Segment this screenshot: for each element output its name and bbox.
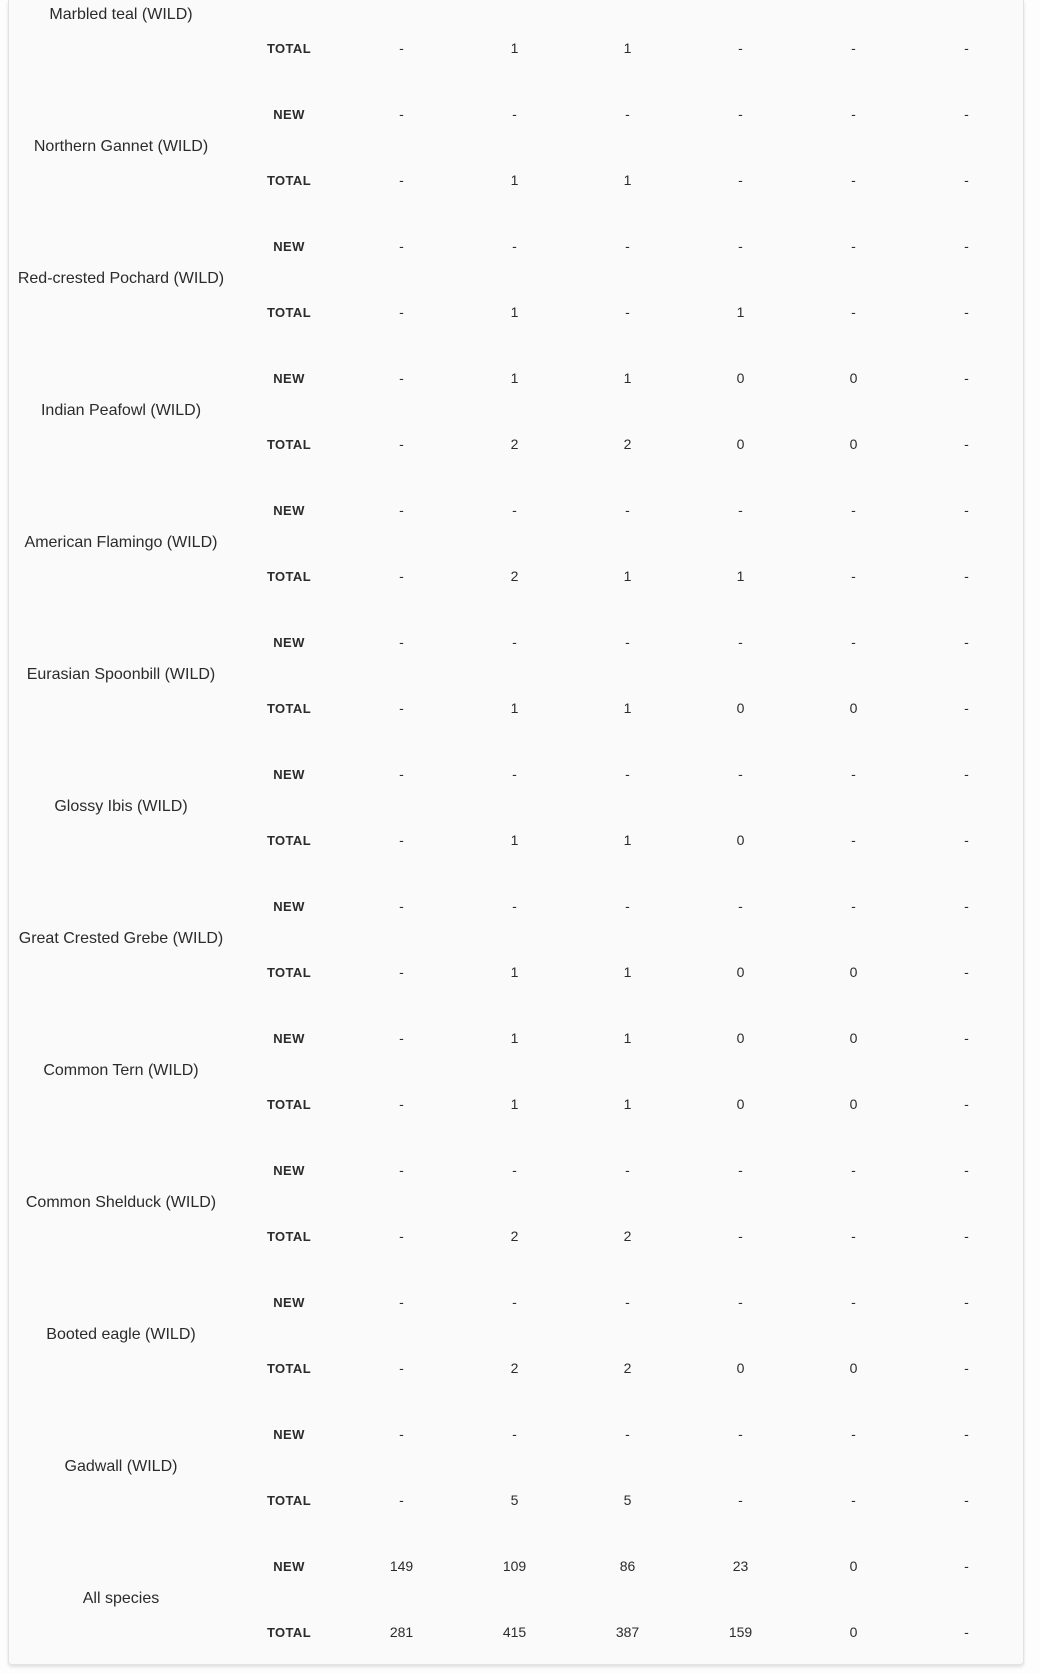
- value-cell: -: [964, 436, 969, 452]
- value-cell: 2: [510, 568, 519, 584]
- value-cell: -: [399, 106, 404, 122]
- row-label-new: NEW: [273, 502, 305, 518]
- row-label-new: NEW: [273, 1294, 305, 1310]
- value-cell: 1: [623, 40, 632, 56]
- value-cell: 0: [849, 1360, 858, 1376]
- value-cell: 0: [736, 370, 745, 386]
- value-cell: -: [964, 1492, 969, 1508]
- row-label-new: NEW: [273, 106, 305, 122]
- value-cell: -: [851, 502, 856, 518]
- value-cell: 1: [623, 1096, 632, 1112]
- value-cell: 281: [389, 1624, 414, 1640]
- value-cell: -: [625, 502, 630, 518]
- species-block: [9, 609, 1023, 741]
- value-cell: 1: [510, 172, 519, 188]
- species-block: [9, 1269, 1023, 1401]
- species-name: Northern Gannet (WILD): [33, 138, 209, 155]
- value-cell: -: [851, 238, 856, 254]
- value-cell: 2: [510, 1360, 519, 1376]
- value-cell: -: [851, 106, 856, 122]
- value-cell: -: [399, 304, 404, 320]
- value-cell: -: [738, 172, 743, 188]
- value-cell: -: [851, 172, 856, 188]
- value-cell: 1: [623, 172, 632, 188]
- species-table: [9, 0, 1023, 1664]
- value-cell: -: [399, 1492, 404, 1508]
- value-cell: 415: [502, 1624, 527, 1640]
- value-cell: -: [851, 568, 856, 584]
- row-label-new: NEW: [273, 1426, 305, 1442]
- value-cell: -: [851, 1294, 856, 1310]
- species-name: Booted eagle (WILD): [46, 1326, 196, 1343]
- value-cell: -: [851, 1492, 856, 1508]
- value-cell: 1: [510, 1096, 519, 1112]
- value-cell: 0: [736, 964, 745, 980]
- value-cell: -: [399, 832, 404, 848]
- value-cell: 1: [623, 370, 632, 386]
- value-cell: 1: [510, 304, 519, 320]
- species-block: [9, 345, 1023, 477]
- value-cell: -: [625, 106, 630, 122]
- value-cell: -: [964, 370, 969, 386]
- value-cell: -: [964, 502, 969, 518]
- value-cell: -: [738, 1162, 743, 1178]
- value-cell: -: [512, 106, 517, 122]
- value-cell: -: [625, 1426, 630, 1442]
- value-cell: -: [851, 40, 856, 56]
- species-block: [9, 1005, 1023, 1137]
- value-cell: 0: [849, 964, 858, 980]
- row-label-new: NEW: [273, 766, 305, 782]
- species-name: Indian Peafowl (WILD): [40, 402, 202, 419]
- value-cell: -: [625, 1294, 630, 1310]
- value-cell: -: [399, 568, 404, 584]
- value-cell: -: [738, 766, 743, 782]
- value-cell: -: [399, 370, 404, 386]
- value-cell: 149: [389, 1558, 414, 1574]
- value-cell: -: [851, 898, 856, 914]
- row-label-new: NEW: [273, 238, 305, 254]
- value-cell: -: [399, 964, 404, 980]
- value-cell: -: [964, 634, 969, 650]
- value-cell: -: [738, 1492, 743, 1508]
- value-cell: -: [399, 436, 404, 452]
- value-cell: -: [625, 766, 630, 782]
- value-cell: -: [512, 766, 517, 782]
- species-block: [9, 1401, 1023, 1533]
- value-cell: -: [625, 238, 630, 254]
- value-cell: -: [399, 1426, 404, 1442]
- value-cell: 0: [849, 1624, 858, 1640]
- value-cell: -: [399, 634, 404, 650]
- value-cell: 0: [736, 436, 745, 452]
- value-cell: 0: [736, 1360, 745, 1376]
- value-cell: 1: [510, 1030, 519, 1046]
- species-report-card: [8, 0, 1024, 1665]
- value-cell: 2: [623, 436, 632, 452]
- row-label-new: NEW: [273, 898, 305, 914]
- value-cell: -: [964, 832, 969, 848]
- value-cell: 1: [623, 568, 632, 584]
- species-name: Common Tern (WILD): [43, 1062, 199, 1079]
- value-cell: -: [964, 238, 969, 254]
- value-cell: -: [625, 634, 630, 650]
- value-cell: 5: [510, 1492, 519, 1508]
- row-label-total: TOTAL: [266, 700, 312, 716]
- value-cell: 0: [849, 370, 858, 386]
- value-cell: 86: [619, 1558, 636, 1574]
- species-table-scroll-area[interactable]: [9, 0, 1023, 1664]
- value-cell: 5: [623, 1492, 632, 1508]
- value-cell: -: [964, 700, 969, 716]
- value-cell: 1: [623, 832, 632, 848]
- value-cell: 159: [728, 1624, 753, 1640]
- value-cell: 0: [849, 1096, 858, 1112]
- value-cell: -: [399, 898, 404, 914]
- value-cell: -: [964, 1624, 969, 1640]
- value-cell: -: [738, 40, 743, 56]
- value-cell: 0: [736, 832, 745, 848]
- value-cell: -: [964, 1096, 969, 1112]
- row-label-total: TOTAL: [266, 172, 312, 188]
- value-cell: 0: [736, 700, 745, 716]
- value-cell: -: [399, 1228, 404, 1244]
- species-name: Glossy Ibis (WILD): [54, 798, 188, 815]
- value-cell: -: [512, 634, 517, 650]
- value-cell: -: [964, 1360, 969, 1376]
- species-block: [9, 81, 1023, 213]
- value-cell: 1: [510, 700, 519, 716]
- row-label-total: TOTAL: [266, 1492, 312, 1508]
- value-cell: 2: [510, 436, 519, 452]
- row-label-total: TOTAL: [266, 964, 312, 980]
- species-block: [9, 0, 1023, 81]
- row-label-total: TOTAL: [266, 1096, 312, 1112]
- value-cell: -: [512, 1294, 517, 1310]
- value-cell: 23: [732, 1558, 749, 1574]
- value-cell: -: [512, 1426, 517, 1442]
- species-block: [9, 477, 1023, 609]
- value-cell: 387: [615, 1624, 640, 1640]
- value-cell: -: [399, 700, 404, 716]
- value-cell: -: [399, 1096, 404, 1112]
- value-cell: 0: [849, 436, 858, 452]
- row-label-total: TOTAL: [266, 304, 312, 320]
- value-cell: -: [399, 1294, 404, 1310]
- value-cell: 1: [736, 304, 745, 320]
- value-cell: -: [964, 1558, 969, 1574]
- value-cell: -: [399, 172, 404, 188]
- species-name: American Flamingo (WILD): [24, 534, 218, 551]
- species-name: Common Shelduck (WILD): [25, 1194, 217, 1211]
- value-cell: -: [399, 238, 404, 254]
- species-block: [9, 741, 1023, 873]
- value-cell: 2: [623, 1228, 632, 1244]
- value-cell: -: [399, 1162, 404, 1178]
- value-cell: -: [851, 1426, 856, 1442]
- row-label-total: TOTAL: [266, 436, 312, 452]
- species-name: Great Crested Grebe (WILD): [18, 930, 224, 947]
- value-cell: -: [738, 1294, 743, 1310]
- value-cell: -: [738, 1426, 743, 1442]
- value-cell: 2: [623, 1360, 632, 1376]
- value-cell: -: [512, 502, 517, 518]
- value-cell: 0: [736, 1096, 745, 1112]
- species-name: Marbled teal (WILD): [49, 6, 193, 23]
- value-cell: -: [964, 1294, 969, 1310]
- row-label-total: TOTAL: [266, 1624, 312, 1640]
- value-cell: -: [851, 1228, 856, 1244]
- value-cell: 109: [502, 1558, 527, 1574]
- row-label-new: NEW: [273, 634, 305, 650]
- value-cell: -: [738, 502, 743, 518]
- value-cell: -: [964, 766, 969, 782]
- value-cell: -: [964, 1162, 969, 1178]
- species-block: [9, 213, 1023, 345]
- row-label-total: TOTAL: [266, 832, 312, 848]
- row-label-new: NEW: [273, 1030, 305, 1046]
- row-label-total: TOTAL: [266, 1360, 312, 1376]
- value-cell: -: [738, 898, 743, 914]
- value-cell: -: [625, 1162, 630, 1178]
- value-cell: 1: [623, 1030, 632, 1046]
- value-cell: -: [625, 898, 630, 914]
- species-block: [9, 1533, 1023, 1664]
- value-cell: -: [964, 1228, 969, 1244]
- value-cell: -: [399, 1030, 404, 1046]
- species-block: [9, 1137, 1023, 1269]
- value-cell: -: [964, 106, 969, 122]
- species-block: [9, 873, 1023, 1005]
- value-cell: 2: [510, 1228, 519, 1244]
- value-cell: -: [738, 634, 743, 650]
- row-label-total: TOTAL: [266, 40, 312, 56]
- value-cell: -: [964, 964, 969, 980]
- value-cell: -: [964, 40, 969, 56]
- value-cell: 1: [510, 40, 519, 56]
- value-cell: -: [964, 898, 969, 914]
- value-cell: -: [399, 502, 404, 518]
- value-cell: -: [512, 898, 517, 914]
- value-cell: 1: [510, 832, 519, 848]
- species-name: Gadwall (WILD): [64, 1458, 178, 1475]
- value-cell: -: [738, 1228, 743, 1244]
- value-cell: 1: [623, 964, 632, 980]
- value-cell: 1: [510, 370, 519, 386]
- value-cell: -: [738, 106, 743, 122]
- value-cell: 0: [849, 1030, 858, 1046]
- row-label-new: NEW: [273, 1162, 305, 1178]
- row-label-total: TOTAL: [266, 568, 312, 584]
- species-name: Red-crested Pochard (WILD): [17, 270, 225, 287]
- value-cell: -: [964, 568, 969, 584]
- value-cell: -: [964, 172, 969, 188]
- row-label-new: NEW: [273, 370, 305, 386]
- value-cell: 0: [736, 1030, 745, 1046]
- value-cell: -: [964, 304, 969, 320]
- value-cell: 1: [736, 568, 745, 584]
- value-cell: 0: [849, 700, 858, 716]
- value-cell: -: [964, 1426, 969, 1442]
- value-cell: -: [625, 304, 630, 320]
- value-cell: 1: [510, 964, 519, 980]
- value-cell: -: [851, 1162, 856, 1178]
- value-cell: 0: [849, 1558, 858, 1574]
- species-name: All species: [82, 1590, 160, 1607]
- value-cell: 1: [623, 700, 632, 716]
- row-label-total: TOTAL: [266, 1228, 312, 1244]
- row-label-new: NEW: [273, 1558, 305, 1574]
- value-cell: -: [851, 766, 856, 782]
- value-cell: -: [512, 1162, 517, 1178]
- value-cell: -: [738, 238, 743, 254]
- value-cell: -: [512, 238, 517, 254]
- value-cell: -: [851, 634, 856, 650]
- value-cell: -: [399, 766, 404, 782]
- value-cell: -: [851, 832, 856, 848]
- species-name: Eurasian Spoonbill (WILD): [26, 666, 216, 683]
- value-cell: -: [964, 1030, 969, 1046]
- value-cell: -: [851, 304, 856, 320]
- value-cell: -: [399, 40, 404, 56]
- value-cell: -: [399, 1360, 404, 1376]
